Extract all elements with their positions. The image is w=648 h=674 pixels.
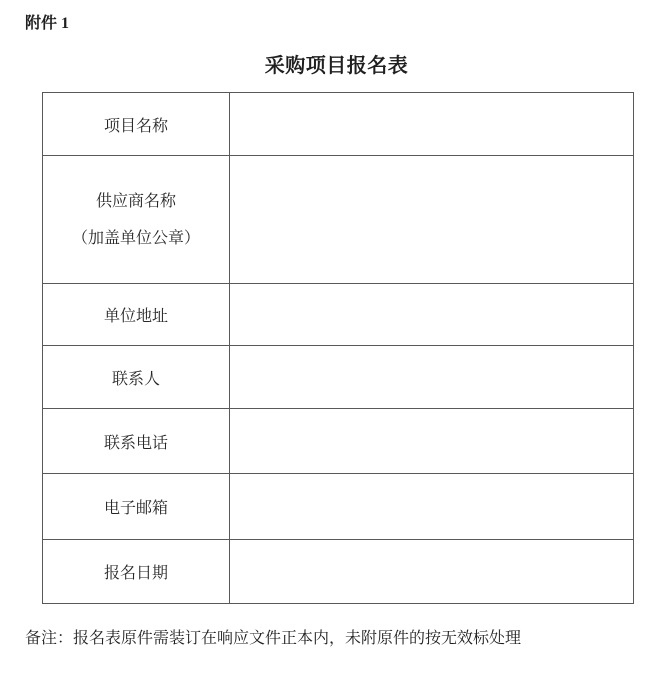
value-cell-project-name[interactable] (230, 93, 634, 156)
row-label-contact-phone: 联系电话 (43, 409, 230, 474)
row-label-registration-date: 报名日期 (43, 540, 230, 604)
registration-table (42, 92, 634, 604)
row-label-supplier-name (43, 156, 230, 284)
row-label-project-name: 项目名称 (43, 93, 230, 156)
value-cell-contact-person[interactable] (230, 346, 634, 409)
row-label-email: 电子邮箱 (43, 474, 230, 540)
supplier-label-line2: （加盖单位公章） (71, 229, 200, 247)
table-row-contact-phone (43, 409, 634, 474)
table-row-contact-person (43, 346, 634, 409)
attachment-label: 附件 1 (25, 15, 70, 32)
value-cell-contact-phone[interactable] (230, 409, 634, 474)
row-label-contact-person: 联系人 (43, 346, 230, 409)
table-row-unit-address (43, 284, 634, 346)
table-row-supplier-name (43, 156, 634, 284)
value-cell-email[interactable] (230, 474, 634, 540)
table-row-registration-date (43, 540, 634, 604)
table-row-project-name (43, 93, 634, 156)
table-row-email (43, 474, 634, 540)
value-cell-registration-date[interactable] (230, 540, 634, 604)
value-cell-supplier-name[interactable] (230, 156, 634, 284)
row-label-unit-address: 单位地址 (43, 284, 230, 346)
supplier-label-line1: 供应商名称 (95, 192, 176, 210)
page-title: 采购项目报名表 (264, 55, 409, 77)
footer-note: 备注：报名表原件需装订在响应文件正本内，未附原件的按无效标处理 (25, 630, 522, 647)
value-cell-unit-address[interactable] (230, 284, 634, 346)
